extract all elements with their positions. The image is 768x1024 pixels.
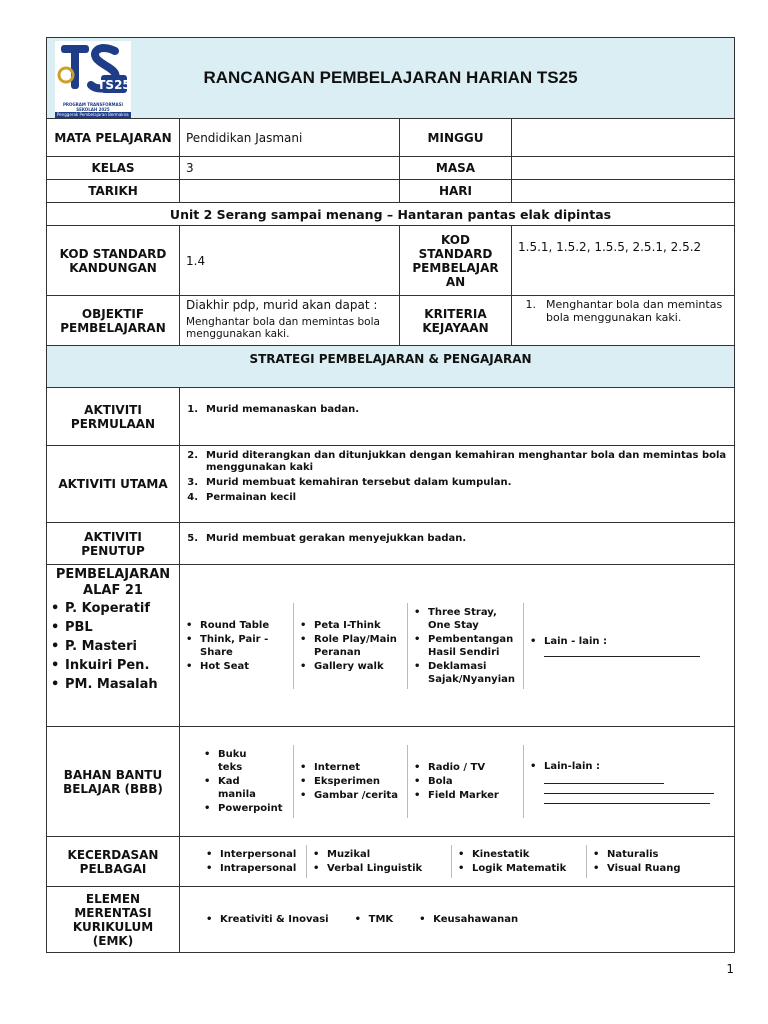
alaf21-label-item[interactable]: • PBL: [49, 619, 177, 637]
kriteria-number: 1.: [525, 298, 536, 311]
emk-label: ELEMEN MERENTASI KURIKULUM (EMK): [47, 887, 180, 953]
utama-label: AKTIVITI UTAMA: [47, 446, 180, 523]
alaf21-col2: [298, 618, 403, 674]
rph-form: [46, 37, 734, 953]
activity-number: 3.: [187, 477, 198, 488]
masa-value[interactable]: [512, 157, 735, 180]
alaf21-option[interactable]: • Role Play/Main Peranan: [298, 633, 403, 659]
kriteria-text[interactable]: Menghantar bola dan memintas bola menggunakan kaki.: [546, 298, 723, 324]
bbb-lain-line-3[interactable]: [544, 794, 710, 804]
bbb-option[interactable]: • Internet: [298, 761, 403, 774]
emk-options: [180, 887, 735, 953]
alaf21-label-cell: [47, 565, 180, 727]
ksp-label: KOD STANDARD PEMBELAJAR AN: [400, 226, 512, 296]
kecerdasan-option[interactable]: • Intrapersonal: [204, 862, 302, 875]
page-title: RANCANGAN PEMBELAJARAN HARIAN TS25: [203, 68, 578, 87]
bbb-col4: [528, 759, 729, 774]
activity-item: [184, 533, 730, 545]
alaf21-lain-line[interactable]: [544, 647, 700, 657]
alaf21-label-list: [49, 600, 177, 694]
minggu-label: MINGGU: [400, 119, 512, 157]
objektif-cell: [180, 296, 400, 346]
kecerdasan-option[interactable]: • Logik Matematik: [456, 862, 582, 875]
logo-text: TS25: [97, 78, 131, 92]
logo-caption-2: Penggerak Pembelajaran Bermakna: [55, 112, 131, 118]
kecerdasan-option[interactable]: • Naturalis: [591, 848, 729, 861]
ksk-label: KOD STANDARD KANDUNGAN: [47, 226, 180, 296]
kecerdasan-col4: [591, 847, 729, 876]
alaf21-option[interactable]: • Gallery walk: [298, 660, 403, 673]
bbb-col1: [202, 747, 283, 816]
alaf21-option[interactable]: • Lain - lain :: [528, 635, 729, 648]
kecerdasan-col1: [204, 847, 302, 876]
bbb-option[interactable]: • Field Marker: [412, 789, 519, 802]
alaf21-label-item[interactable]: • P. Masteri: [49, 638, 177, 656]
activity-item: [184, 492, 730, 504]
emk-option[interactable]: • Kreativiti & Inovasi: [204, 913, 329, 926]
emk-option[interactable]: • TMK: [353, 913, 394, 926]
utama-cell: [180, 446, 735, 523]
bbb-options: [180, 727, 735, 837]
activity-text[interactable]: Permainan kecil: [206, 492, 297, 503]
kriteria-cell: [512, 296, 735, 346]
kecerdasan-label: KECERDASAN PELBAGAI: [47, 837, 180, 887]
alaf21-label-item[interactable]: • PM. Masalah: [49, 676, 177, 694]
ksk-value[interactable]: 1.4: [180, 226, 400, 296]
ts25-logo: [55, 41, 131, 117]
alaf21-option[interactable]: • Hot Seat: [184, 660, 289, 673]
bbb-label: BAHAN BANTU BELAJAR (BBB): [47, 727, 180, 837]
kecerdasan-option[interactable]: • Visual Ruang: [591, 862, 729, 875]
hari-label: HARI: [400, 180, 512, 203]
objektif-text[interactable]: Menghantar bola dan memintas bola menggunakan kaki.: [186, 316, 380, 340]
activity-text[interactable]: Murid memanaskan badan.: [206, 404, 359, 415]
bbb-option[interactable]: • Buku teks: [202, 748, 272, 774]
activity-item: [184, 404, 730, 416]
activity-item: [184, 477, 730, 489]
header-row: [47, 38, 735, 119]
objektif-label: OBJEKTIF PEMBELAJARAN: [47, 296, 180, 346]
kecerdasan-col3: [456, 847, 582, 876]
kecerdasan-option[interactable]: • Muzikal: [311, 848, 447, 861]
alaf21-col3: [412, 605, 519, 687]
logo-caption-1: PROGRAM TRANSFORMASI SEKOLAH 2025: [62, 102, 124, 112]
kecerdasan-option[interactable]: • Interpersonal: [204, 848, 302, 861]
kecerdasan-option[interactable]: • Verbal Linguistik: [311, 862, 447, 875]
alaf21-option[interactable]: • Three Stray, One Stay: [412, 606, 519, 632]
activity-text[interactable]: Murid membuat gerakan menyejukkan badan.: [206, 533, 467, 544]
activity-item: [184, 450, 730, 474]
bbb-col3: [412, 760, 519, 803]
bbb-option[interactable]: • Gambar /cerita: [298, 789, 403, 802]
bbb-option[interactable]: • Lain-lain :: [528, 760, 729, 773]
kecerdasan-options: [180, 837, 735, 887]
ts25-logo-icon: [55, 41, 131, 99]
kecerdasan-col2: [311, 847, 447, 876]
bbb-option[interactable]: • Radio / TV: [412, 761, 519, 774]
kecerdasan-option[interactable]: • Kinestatik: [456, 848, 582, 861]
mata-pelajaran-label: MATA PELAJARAN: [47, 119, 180, 157]
alaf21-label: PEMBELAJARAN ALAF 21: [55, 567, 171, 598]
kelas-label: KELAS: [47, 157, 180, 180]
alaf21-option[interactable]: • Pembentangan Hasil Sendiri: [412, 633, 519, 659]
tarikh-label: TARIKH: [47, 180, 180, 203]
hari-value[interactable]: [512, 180, 735, 203]
emk-list: [204, 912, 542, 927]
page-number: 1: [726, 962, 734, 976]
alaf21-label-item[interactable]: • P. Koperatif: [49, 600, 177, 618]
alaf21-option[interactable]: • Peta I-Think: [298, 619, 403, 632]
alaf21-options: [180, 565, 735, 727]
alaf21-option[interactable]: • Deklamasi Sajak/Nyanyian: [412, 660, 519, 686]
objektif-intro: Diakhir pdp, murid akan dapat :: [186, 298, 378, 312]
minggu-value[interactable]: [512, 119, 735, 157]
bbb-lain-line-1[interactable]: [544, 774, 664, 784]
bbb-option[interactable]: • Bola: [412, 775, 519, 788]
bbb-option[interactable]: • Powerpoint: [202, 802, 272, 815]
ksp-value[interactable]: 1.5.1, 1.5.2, 1.5.5, 2.5.1, 2.5.2: [512, 226, 735, 296]
strategi-title: STRATEGI PEMBELAJARAN & PENGAJARAN: [47, 346, 735, 388]
activity-text[interactable]: Murid membuat kemahiran tersebut dalam kumpulan.: [206, 477, 512, 488]
bbb-lain-line-2[interactable]: [544, 784, 714, 794]
tarikh-value[interactable]: [180, 180, 400, 203]
alaf21-option[interactable]: • Think, Pair - Share: [184, 633, 289, 659]
unit-title: Unit 2 Serang sampai menang – Hantaran pantas elak dipintas: [47, 203, 735, 226]
permulaan-cell: [180, 388, 735, 446]
bbb-option[interactable]: • Kad manila: [202, 775, 272, 801]
permulaan-list: [184, 404, 730, 416]
emk-option[interactable]: • Keusahawanan: [417, 913, 518, 926]
alaf21-col4: [528, 634, 729, 649]
activity-number: 2.: [187, 450, 198, 461]
activity-number: 1.: [187, 404, 198, 415]
rph-table: [46, 37, 735, 953]
bbb-option[interactable]: • Eksperimen: [298, 775, 403, 788]
masa-label: MASA: [400, 157, 512, 180]
kelas-value[interactable]: 3: [180, 157, 400, 180]
utama-list: [184, 450, 730, 504]
penutup-label: AKTIVITI PENUTUP: [47, 523, 180, 565]
activity-number: 4.: [187, 492, 198, 503]
penutup-list: [184, 533, 730, 545]
alaf21-col1: [184, 618, 289, 674]
permulaan-label: AKTIVITI PERMULAAN: [47, 388, 180, 446]
activity-number: 5.: [187, 533, 198, 544]
penutup-cell: [180, 523, 735, 565]
bbb-col2: [298, 760, 403, 803]
alaf21-label-item[interactable]: • Inkuiri Pen.: [49, 657, 177, 675]
kriteria-label: KRITERIA KEJAYAAN: [400, 296, 512, 346]
activity-text[interactable]: Murid diterangkan dan ditunjukkan dengan kemahiran menghantar bola dan memintas bola menggunakan kaki: [206, 450, 727, 473]
alaf21-option[interactable]: • Round Table: [184, 619, 289, 632]
mata-pelajaran-value[interactable]: Pendidikan Jasmani: [180, 119, 400, 157]
